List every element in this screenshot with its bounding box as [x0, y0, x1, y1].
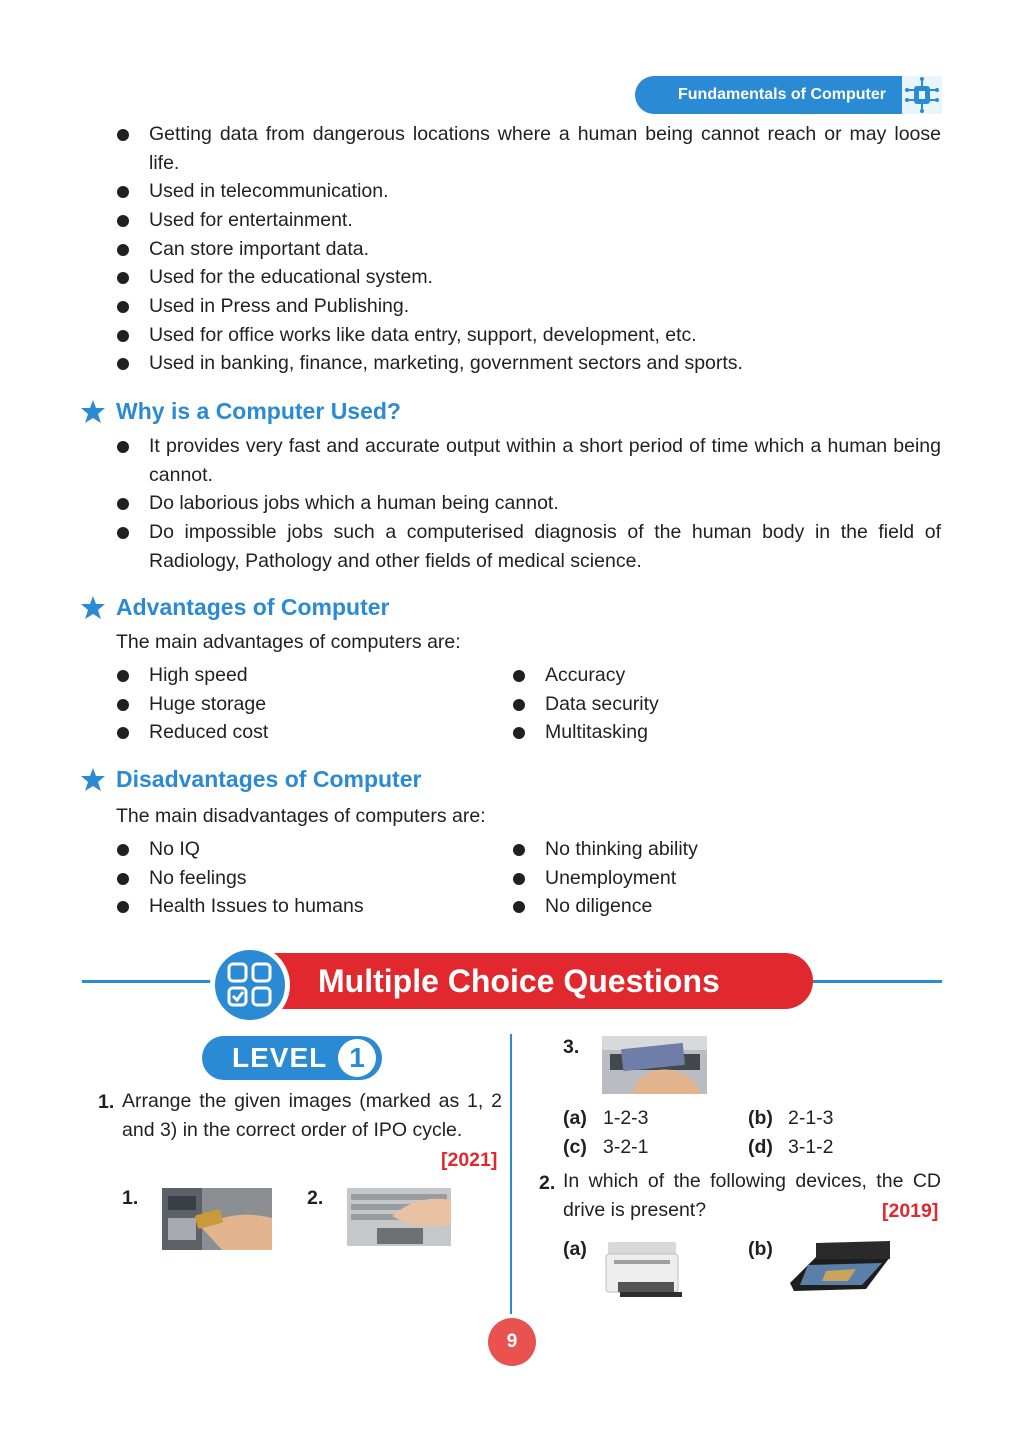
- list-item: Health Issues to humans: [149, 895, 364, 917]
- question-number: 1.: [98, 1091, 115, 1113]
- bullet: [117, 901, 129, 913]
- option-text: 1-2-3: [603, 1107, 649, 1129]
- bullet: [117, 727, 129, 739]
- bullet: [117, 215, 129, 227]
- list-item: Used in telecommunication.: [149, 180, 389, 202]
- bullet: [117, 272, 129, 284]
- list-item: No feelings: [149, 867, 247, 889]
- atm-cash-image: [602, 1036, 707, 1094]
- option-text: 3-2-1: [603, 1136, 649, 1158]
- divider-line: [805, 980, 942, 983]
- list-item: Reduced cost: [149, 721, 269, 743]
- bullet: [117, 244, 129, 256]
- option-text: 2-1-3: [788, 1107, 834, 1129]
- bullet: [117, 186, 129, 198]
- list-item: Do laborious jobs which a human being cannot.: [149, 492, 559, 514]
- list-item: High speed: [149, 664, 248, 686]
- circuit-chip-icon: [902, 76, 942, 114]
- level-label: LEVEL: [232, 1042, 328, 1073]
- section-intro: The main advantages of computers are:: [116, 631, 461, 653]
- option-label: (b): [748, 1238, 773, 1260]
- section-intro: The main disadvantages of computers are:: [116, 805, 486, 827]
- year-tag: [2021]: [441, 1149, 498, 1171]
- bullet: [513, 699, 525, 711]
- keyboard-image: [347, 1188, 451, 1246]
- section-heading-why: Why is a Computer Used?: [116, 398, 401, 424]
- bullet: [117, 699, 129, 711]
- list-item: Unemployment: [545, 867, 677, 889]
- option-label: (a): [563, 1238, 587, 1260]
- image-label: 1.: [122, 1187, 139, 1209]
- scanner-image: [786, 1237, 894, 1297]
- bullet: [117, 873, 129, 885]
- list-item: Used for entertainment.: [149, 209, 353, 231]
- printer-image: [604, 1238, 686, 1300]
- option-label: (d): [748, 1136, 773, 1158]
- list-item: Huge storage: [149, 693, 267, 715]
- bullet: [117, 498, 129, 510]
- question-text: Arrange the given images (marked as 1, 2 and 3) in the correct order of IPO cycle.: [122, 1090, 502, 1141]
- question-text: In which of the following devices, the CD drive is present?: [563, 1170, 941, 1221]
- section-heading-disadvantages: Disadvantages of Computer: [116, 766, 422, 792]
- list-item: Accuracy: [545, 664, 626, 686]
- list-item: Used for the educational system.: [149, 266, 433, 288]
- question-number: 2.: [539, 1172, 556, 1194]
- section-heading-advantages: Advantages of Computer: [116, 594, 390, 620]
- bullet: [117, 358, 129, 370]
- option-label: (b): [748, 1107, 773, 1129]
- list-item: Used for office works like data entry, support, development, etc.: [149, 324, 697, 346]
- bullet: [513, 670, 525, 682]
- star-icon: [80, 595, 106, 621]
- image-label: 3.: [563, 1036, 580, 1058]
- bullet: [117, 441, 129, 453]
- year-tag: [2019]: [882, 1200, 939, 1222]
- list-item: Data security: [545, 693, 659, 715]
- page-number: 9: [488, 1318, 536, 1366]
- bullet: [117, 670, 129, 682]
- bullet: [513, 901, 525, 913]
- divider-line: [82, 980, 222, 983]
- mcq-title: Multiple Choice Questions: [318, 963, 720, 999]
- bullet: [117, 527, 129, 539]
- checklist-grid-icon: [210, 945, 290, 1025]
- bullet: [513, 844, 525, 856]
- list-item: No diligence: [545, 895, 653, 917]
- list-item: No IQ: [149, 838, 200, 860]
- list-item: Do impossible jobs such a computerised diagnosis of the human body in the field of Radiology, Pathology and other fields of medical science.: [149, 521, 941, 572]
- bullet: [513, 873, 525, 885]
- list-item: Can store important data.: [149, 238, 370, 260]
- option-text: 3-1-2: [788, 1136, 834, 1158]
- chapter-title: Fundamentals of Computer: [678, 86, 887, 103]
- bullet: [513, 727, 525, 739]
- option-label: (a): [563, 1107, 587, 1129]
- list-item: Used in Press and Publishing.: [149, 295, 410, 317]
- list-item: No thinking ability: [545, 838, 698, 860]
- option-label: (c): [563, 1136, 587, 1158]
- bullet: [117, 301, 129, 313]
- bullet: [117, 129, 129, 141]
- star-icon: [80, 399, 106, 425]
- list-item: Getting data from dangerous locations where a human being cannot reach or may loose life.: [149, 123, 941, 174]
- atm-card-image: [162, 1188, 272, 1250]
- level-number: 1: [338, 1039, 376, 1077]
- bullet: [117, 844, 129, 856]
- star-icon: [80, 767, 106, 793]
- list-item: Multitasking: [545, 721, 648, 743]
- list-item: Used in banking, finance, marketing, government sectors and sports.: [149, 352, 743, 374]
- bullet: [117, 330, 129, 342]
- column-divider: [510, 1034, 512, 1314]
- image-label: 2.: [307, 1187, 324, 1209]
- list-item: It provides very fast and accurate output within a short period of time which a human being cannot.: [149, 435, 941, 486]
